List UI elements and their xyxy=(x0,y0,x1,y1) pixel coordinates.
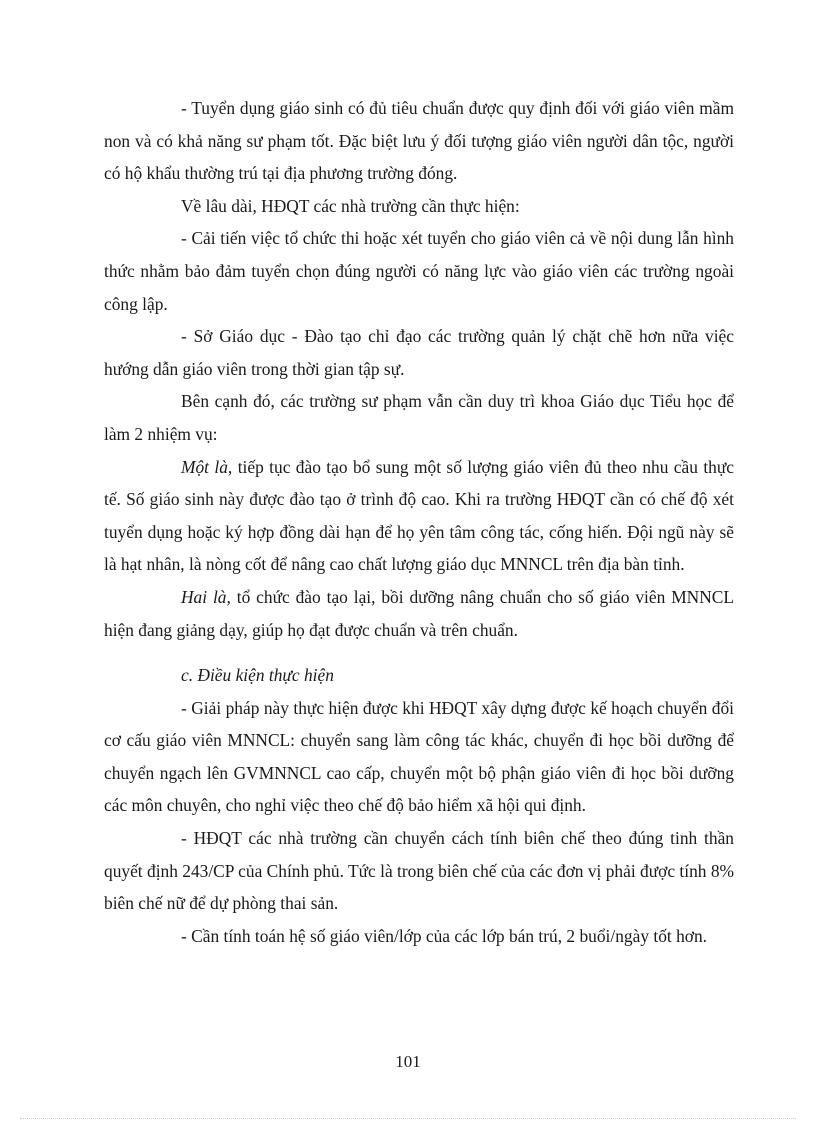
paragraph-long-term: Về lâu dài, HĐQT các nhà trường cần thực hiện: xyxy=(181,195,520,216)
task-two-lead: Hai là, xyxy=(181,586,231,607)
task-two-text: tổ chức đào tạo lại, bồi dưỡng nâng chuẩn cho số giáo viên MNNCL hiện đang giảng dạy, giúp họ đạt được chuẩn và trên chuẩn. xyxy=(104,586,734,640)
paragraph-teacher-colleges: Bên cạnh đó, các trường sư phạm vẫn cần duy trì khoa Giáo dục Tiểu học để làm 2 nhiệm vụ: xyxy=(104,391,734,444)
paragraph-condition-staffing: - HĐQT các nhà trường cần chuyển cách tính biên chế theo đúng tinh thần quyết định 243/CP của Chính phủ. Tức là trong biên chế của các đơn vị phải được tính 8% biên chế nữ để dự phòng thai sản. xyxy=(104,828,734,914)
page-bottom-divider xyxy=(20,1118,796,1119)
paragraph-task-two xyxy=(104,581,734,646)
paragraph-department-direction: - Sở Giáo dục - Đào tạo chỉ đạo các trường quản lý chặt chẽ hơn nữa việc hướng dẫn giáo viên trong thời gian tập sự. xyxy=(104,326,734,379)
paragraph-condition-ratio: - Cần tính toán hệ số giáo viên/lớp của các lớp bán trú, 2 buổi/ngày tốt hơn. xyxy=(181,925,708,946)
section-heading: c. Điều kiện thực hiện xyxy=(181,665,334,686)
paragraph-task-one xyxy=(104,451,734,581)
paragraph-recruitment: - Tuyển dụng giáo sinh có đủ tiêu chuẩn được quy định đối với giáo viên mầm non và có khả năng sư phạm tốt. Đặc biệt lưu ý đối tượng giáo viên người dân tộc, người có hộ khẩu thường trú tại địa phương trường đóng. xyxy=(104,98,734,184)
task-one-lead: Một là, xyxy=(181,456,233,477)
body-text xyxy=(104,92,734,952)
task-one-text: tiếp tục đào tạo bổ sung một số lượng giáo viên đủ theo nhu cầu thực tế. Số giáo sinh này được đào tạo ở trình độ cao. Khi ra trường HĐQT cần có chế độ xét tuyển dụng hoặc ký hợp đồng dài hạn để họ yên tâm công tác, cống hiến. Đội ngũ này sẽ là hạt nhân, là nòng cốt để nâng cao chất lượng giáo dục MNNCL trên địa bàn tỉnh. xyxy=(104,456,734,575)
paragraph-exam-improvement: - Cải tiến việc tổ chức thi hoặc xét tuyển cho giáo viên cả về nội dung lẫn hình thức nhằm bảo đảm tuyển chọn đúng người có năng lực vào giáo viên các trường ngoài công lập. xyxy=(104,228,734,314)
page-number: 101 xyxy=(395,1052,421,1071)
paragraph-condition-plan: - Giải pháp này thực hiện được khi HĐQT xây dựng được kế hoạch chuyển đổi cơ cấu giáo viên MNNCL: chuyển sang làm công tác khác, chuyển đi học bồi dưỡng để chuyển ngạch lên GVMNNCL cao cấp, chuyển một bộ phận giáo viên đi học bồi dưỡng các môn chuyên, cho nghỉ việc theo chế độ bảo hiểm xã hội qui định. xyxy=(104,697,734,816)
